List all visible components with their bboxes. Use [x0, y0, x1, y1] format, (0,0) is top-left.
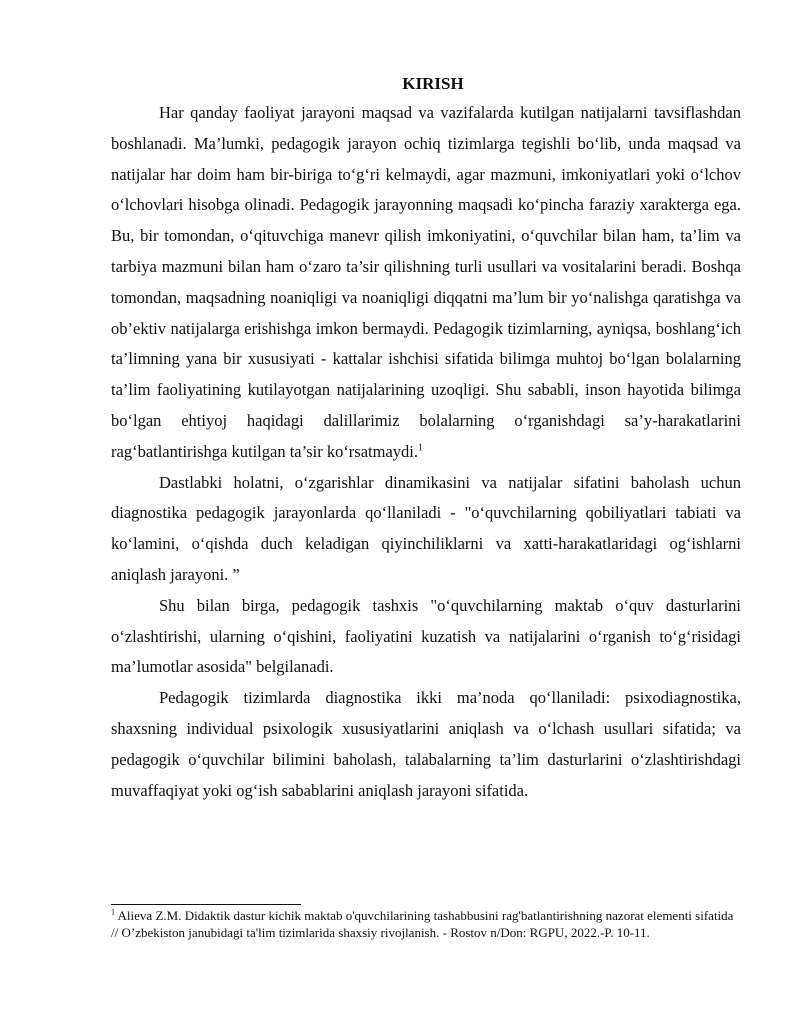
footnote-text: Alieva Z.M. Didaktik dastur kichik maktab o'quvchilarining tashabbusini rag'batlantirishning nazorat elementi sifatida // O’zbekiston janubidagi ta'lim tizimlarida shaxsiy rivojlanish. - Rostov n/Don: RGPU, 2022.-P. 10-11.	[111, 908, 734, 940]
page-title: KIRISH	[402, 74, 464, 93]
footnote-separator	[111, 904, 301, 905]
footnote-marker: 1	[111, 907, 115, 917]
document-body	[111, 98, 741, 806]
footnote	[111, 907, 741, 941]
paragraph-4: Pedagogik tizimlarda diagnostika ikki ma’noda qo‘llaniladi: psixodiagnostika, shaxsning individual psixologik xususiyatlarini aniqlash va o‘lchash usullari sifatida; va pedagogik o‘quvchilar bilimini baholash, talabalarning ta’lim dasturlarini o‘zlashtirishdagi muvaffaqiyat yoki og‘ish sabablarini aniqlash jarayoni sifatida.	[111, 688, 741, 800]
paragraph-2: Dastlabki holatni, o‘zgarishlar dinamikasini va natijalar sifatini baholash uchun diagnostika pedagogik jarayonlarda qo‘llaniladi - "o‘quvchilarning qobiliyatlari tabiati va ko‘lamini, o‘qishda duch keladigan qiyinchiliklarni va xatti-harakatlaridagi og‘ishlarni aniqlash jarayoni. ”	[111, 472, 741, 584]
paragraph-1-text: Har qanday faoliyat jarayoni maqsad va vazifalarda kutilgan natijalarni tavsiflashdan boshlanadi. Ma’lumki, pedagogik jarayon ochiq tizimlarga tegishli bo‘lib, unda maqsad va natijalar har doim ham bir-biriga to‘g‘ri kelmaydi, agar mazmuni, imkoniyatlari yoki o‘lchov o‘lchovlari hisobga olinadi. Pedagogik jarayonning maqsadi ko‘pincha faraziy xarakterga ega. Bu, bir tomondan, o‘qituvchiga manevr qilish imkoniyatini, o‘quvchilar bilan ham, ta’lim va tarbiya mazmuni bilan ham o‘zaro ta’sir qilishning turli usullari va vositalarini beradi. Boshqa tomondan, maqsadning noaniqligi va noaniqligi diqqatni ma’lum bir yo‘nalishga qaratishga va ob’ektiv natijalarga erishishga imkon bermaydi. Pedagogik tizimlarning, ayniqsa, boshlang‘ich ta’limning yana bir xususiyati - kattalar ishchisi sifatida bilimga muhtoj bo‘lgan bolalarning ta’lim faoliyatining kutilayotgan natijalarining uzoqligi. Shu sababli, inson hayotida bilimga bo‘lgan ehtiyoj haqidagi dalillarimiz bolalarning o‘rganishdagi sa’y-harakatlarini rag‘batlantirishga kutilgan ta’sir ko‘rsatmaydi.	[111, 103, 741, 461]
paragraph-1	[111, 98, 741, 468]
footnote-reference[interactable]: 1	[418, 442, 423, 454]
paragraph-3: Shu bilan birga, pedagogik tashxis "o‘quvchilarning maktab o‘quv dasturlarini o‘zlashtirishi, ularning o‘qishini, faoliyatini kuzatish va natijalarini o‘rganish to‘g‘risidagi ma’lumotlar asosida" belgilanadi.	[111, 595, 741, 677]
